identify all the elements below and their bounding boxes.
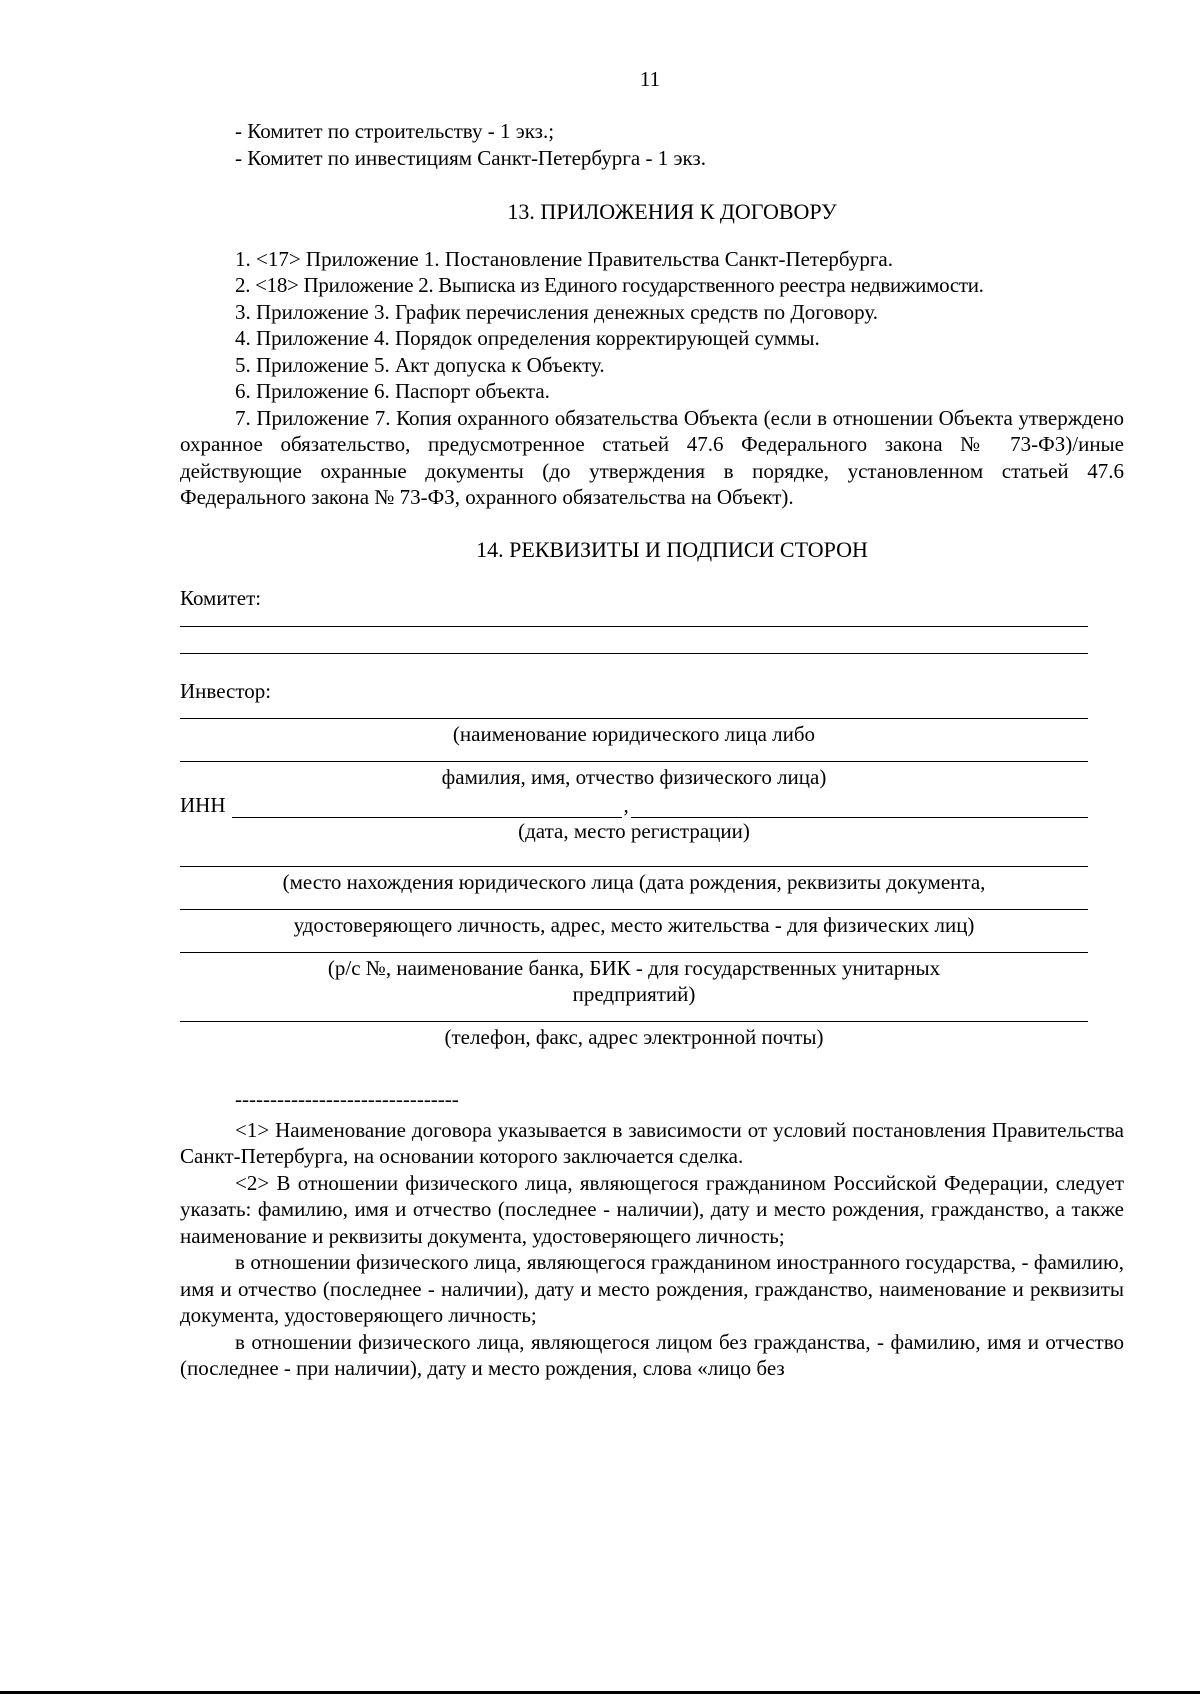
- caption-bank: (р/с №, наименование банка, БИК - для государственных унитарных предприятий): [327, 956, 941, 1006]
- distribution-line: - Комитет по инвестициям Санкт-Петербурга - 1 экз.: [235, 145, 706, 170]
- footnote-separator: --------------------------------: [235, 1087, 459, 1111]
- inn-comma: ,: [623, 792, 629, 817]
- bank-line: [180, 952, 1088, 953]
- inn-row: [180, 790, 1088, 818]
- registration-line: [631, 799, 1088, 818]
- document-body: [180, 118, 1124, 1382]
- footnote: в отношении физического лица, являющегося гражданином иностранного государства, - фамилию, имя и отчество (последнее - наличии), дату и место рождения, гражданство, наименование и реквизиты документа, удостоверяющего личность;: [180, 1250, 1124, 1327]
- caption-contacts: (телефон, факс, адрес электронной почты): [444, 1025, 824, 1049]
- appendix-item: 2. <18> Приложение 2. Выписка из Единого государственного реестра недвижимости.: [235, 273, 984, 297]
- caption-identity: удостоверяющего личность, адрес, место жительства - для физических лиц): [293, 913, 975, 937]
- identity-line: [180, 909, 1088, 910]
- inn-label: ИНН: [180, 792, 226, 817]
- page-number: 11: [639, 67, 661, 91]
- location-line: [180, 866, 1088, 867]
- investor-name-line: [180, 718, 1088, 719]
- inn-line: [232, 799, 622, 818]
- distribution-line: - Комитет по строительству - 1 экз.;: [235, 119, 555, 143]
- committee-label: Комитет:: [180, 586, 262, 610]
- section-14-heading: 14. РЕКВИЗИТЫ И ПОДПИСИ СТОРОН: [476, 536, 868, 562]
- caption-location: (место нахождения юридического лица (дата рождения, реквизиты документа,: [282, 870, 986, 894]
- appendix-item: 4. Приложение 4. Порядок определения корректирующей суммы.: [235, 326, 820, 350]
- investor-label: Инвестор:: [180, 678, 272, 703]
- caption-person-name: фамилия, имя, отчество физического лица): [441, 765, 827, 789]
- section-13-heading: 13. ПРИЛОЖЕНИЯ К ДОГОВОРУ: [507, 199, 837, 224]
- appendix-item: 3. Приложение 3. График перечисления денежных средств по Договору.: [235, 299, 878, 324]
- page-bottom-edge: [0, 1691, 1200, 1694]
- appendix-item: 6. Приложение 6. Паспорт объекта.: [235, 379, 550, 403]
- footnote: <2> В отношении физического лица, являющегося гражданином Российской Федерации, следует указать: фамилию, имя и отчество (последнее - наличии), дату и место рождения, гражданство, а также наименование и реквизиты документа, удостоверяющего личность;: [180, 1170, 1124, 1248]
- committee-line: [180, 626, 1088, 627]
- footnotes: [180, 1117, 1124, 1382]
- footnote: в отношении физического лица, являющегося лицом без гражданства, - фамилию, имя и отчество (последнее - при наличии), дату и место рождения, слова «лицо без: [180, 1329, 1124, 1380]
- appendix-item: 5. Приложение 5. Акт допуска к Объекту.: [235, 352, 605, 377]
- appendix-item: 7. Приложение 7. Копия охранного обязательства Объекта (если в отношении Объекта утверждено охранное обязательство, предусмотренное статьей 47.6 Федерального закона № 73-ФЗ)/иные действующие охранные документы (до утверждения в порядке, установленном статьей 47.6 Федерального закона № 73-ФЗ, охранного обязательства на Объект).: [180, 405, 1124, 509]
- caption-registration: (дата, место регистрации): [518, 819, 750, 843]
- investor-name-line-2: [180, 761, 1088, 762]
- contacts-line: [180, 1021, 1088, 1022]
- caption-legal-name: (наименование юридического лица либо: [452, 722, 816, 746]
- footnote: <1> Наименование договора указывается в зависимости от условий постановления Правительства Санкт-Петербурга, на основании которого заключается сделка.: [180, 1117, 1124, 1168]
- committee-line: [180, 653, 1088, 654]
- appendix-item: 1. <17> Приложение 1. Постановление Правительства Санкт-Петербурга.: [235, 246, 894, 271]
